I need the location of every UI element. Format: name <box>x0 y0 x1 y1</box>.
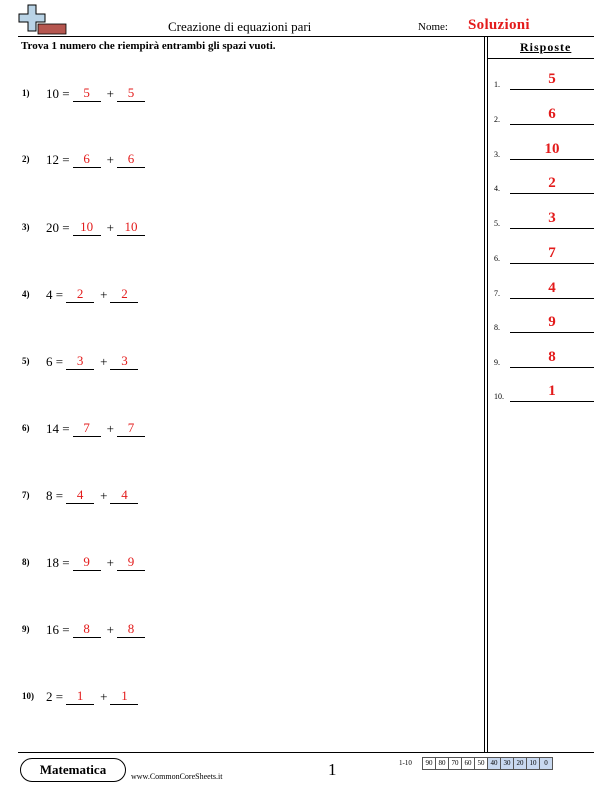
answer-value: 6 <box>548 106 556 122</box>
answer-value: 9 <box>548 314 556 330</box>
problem-number: 7) <box>22 490 30 500</box>
answer-line <box>510 298 594 299</box>
problem-number: 3) <box>22 222 30 232</box>
plus-sign: + <box>100 689 108 704</box>
equation <box>46 621 151 638</box>
blank-answer-a[interactable]: 1 <box>66 688 94 705</box>
plus-sign: + <box>106 622 114 637</box>
problem-number: 6) <box>22 423 30 433</box>
answer-line <box>510 332 594 333</box>
blank-answer-b[interactable]: 3 <box>110 353 138 370</box>
plus-sign: + <box>100 287 108 302</box>
blank-answer-a[interactable]: 3 <box>66 353 94 370</box>
blank-answer-b[interactable]: 9 <box>117 554 145 571</box>
answer-number: 1. <box>494 80 500 89</box>
plus-logo-icon <box>18 4 68 36</box>
answer-number: 8. <box>494 323 500 332</box>
site-url: www.CommonCoreSheets.it <box>131 772 223 781</box>
answer-number: 7. <box>494 289 500 298</box>
blank-answer-b[interactable]: 6 <box>117 151 145 168</box>
page-number: 1 <box>328 760 337 779</box>
answer-value: 1 <box>548 383 556 399</box>
equation-total: 18 = <box>46 555 70 570</box>
plus-sign: + <box>100 488 108 503</box>
blank-answer-a[interactable]: 10 <box>73 219 101 236</box>
equation-total: 14 = <box>46 421 70 436</box>
blank-answer-b[interactable]: 1 <box>110 688 138 705</box>
equation <box>46 353 144 370</box>
problem-row <box>22 487 222 511</box>
equation <box>46 487 144 504</box>
equation-total: 2 = <box>46 689 64 704</box>
name-value: Soluzioni <box>468 17 530 33</box>
problem-row <box>22 219 222 243</box>
blank-answer-a[interactable]: 9 <box>73 554 101 571</box>
answer-number: 9. <box>494 358 500 367</box>
problem-number: 1) <box>22 88 30 98</box>
problem-row <box>22 688 222 712</box>
problem-row <box>22 554 222 578</box>
footer-divider <box>18 752 594 753</box>
score-cell: 0 <box>539 757 553 770</box>
answer-row <box>494 140 594 160</box>
equation-total: 8 = <box>46 488 64 503</box>
answer-row <box>494 174 594 194</box>
equation-total: 16 = <box>46 622 70 637</box>
problem-row <box>22 621 222 645</box>
equation <box>46 151 151 168</box>
problem-row <box>22 353 222 377</box>
answer-value: 2 <box>548 175 556 191</box>
answer-panel-border-inner <box>487 36 488 752</box>
answer-value: 10 <box>544 141 560 157</box>
equation-total: 12 = <box>46 152 70 167</box>
equation <box>46 85 151 102</box>
answer-line <box>510 401 594 402</box>
answer-panel-border-outer <box>484 36 485 752</box>
score-cell: 70 <box>448 757 462 770</box>
score-cell: 10 <box>526 757 540 770</box>
answer-number: 10. <box>494 392 504 401</box>
blank-answer-b[interactable]: 10 <box>117 219 145 236</box>
answer-value: 4 <box>548 280 556 296</box>
answer-line <box>510 159 594 160</box>
blank-answer-b[interactable]: 2 <box>110 286 138 303</box>
equation <box>46 420 151 437</box>
problem-number: 5) <box>22 356 30 366</box>
brand-badge: Matematica <box>20 758 126 782</box>
problem-row <box>22 286 222 310</box>
score-cell: 90 <box>422 757 436 770</box>
answer-value: 3 <box>548 210 556 226</box>
answer-number: 6. <box>494 254 500 263</box>
answer-line <box>510 263 594 264</box>
blank-answer-b[interactable]: 4 <box>110 487 138 504</box>
score-range-label: 1-10 <box>399 759 412 767</box>
answer-line <box>510 89 594 90</box>
equation <box>46 688 144 705</box>
answer-row <box>494 313 594 333</box>
plus-sign: + <box>100 354 108 369</box>
name-label: Nome: <box>418 21 448 33</box>
equation <box>46 554 151 571</box>
plus-sign: + <box>106 220 114 235</box>
problem-number: 10) <box>22 691 34 701</box>
blank-answer-b[interactable]: 5 <box>117 85 145 102</box>
problem-number: 2) <box>22 154 30 164</box>
instructions: Trova 1 numero che riempirà entrambi gli spazi vuoti. <box>21 40 276 52</box>
answer-line <box>510 193 594 194</box>
plus-sign: + <box>106 555 114 570</box>
score-cell: 50 <box>474 757 488 770</box>
answer-row <box>494 382 594 402</box>
plus-sign: + <box>106 152 114 167</box>
problem-row <box>22 420 222 444</box>
answer-line <box>510 228 594 229</box>
equation-total: 4 = <box>46 287 64 302</box>
worksheet-title: Creazione di equazioni pari <box>168 19 312 34</box>
answer-number: 3. <box>494 150 500 159</box>
equation <box>46 219 151 236</box>
answer-number: 5. <box>494 219 500 228</box>
score-cell: 60 <box>461 757 475 770</box>
answer-number: 4. <box>494 184 500 193</box>
answer-row <box>494 105 594 125</box>
problem-number: 9) <box>22 624 30 634</box>
answers-title: Risposte <box>520 40 572 54</box>
equation-total: 6 = <box>46 354 64 369</box>
blank-answer-b[interactable]: 7 <box>117 420 145 437</box>
answer-value: 5 <box>548 71 556 87</box>
answers-title-rule <box>488 58 594 59</box>
answer-row <box>494 70 594 90</box>
blank-answer-a[interactable]: 5 <box>73 85 101 102</box>
blank-answer-a[interactable]: 7 <box>73 420 101 437</box>
equation <box>46 286 144 303</box>
score-cell: 30 <box>500 757 514 770</box>
header-divider <box>18 36 594 37</box>
score-cell: 80 <box>435 757 449 770</box>
answer-row <box>494 348 594 368</box>
score-table <box>423 757 553 770</box>
blank-answer-a[interactable]: 6 <box>73 151 101 168</box>
answer-number: 2. <box>494 115 500 124</box>
plus-sign: + <box>106 421 114 436</box>
score-cell: 40 <box>487 757 501 770</box>
answer-value: 8 <box>548 349 556 365</box>
answer-value: 7 <box>548 245 556 261</box>
plus-sign: + <box>106 86 114 101</box>
blank-answer-a[interactable]: 4 <box>66 487 94 504</box>
score-cell: 20 <box>513 757 527 770</box>
blank-answer-a[interactable]: 2 <box>66 286 94 303</box>
answer-row <box>494 244 594 264</box>
problem-row <box>22 85 222 109</box>
equation-total: 20 = <box>46 220 70 235</box>
problem-number: 4) <box>22 289 30 299</box>
answer-line <box>510 367 594 368</box>
answer-row <box>494 279 594 299</box>
answer-row <box>494 209 594 229</box>
problem-row <box>22 151 222 175</box>
answer-line <box>510 124 594 125</box>
blank-answer-b[interactable]: 8 <box>117 621 145 638</box>
problem-number: 8) <box>22 557 30 567</box>
blank-answer-a[interactable]: 8 <box>73 621 101 638</box>
equation-total: 10 = <box>46 86 70 101</box>
